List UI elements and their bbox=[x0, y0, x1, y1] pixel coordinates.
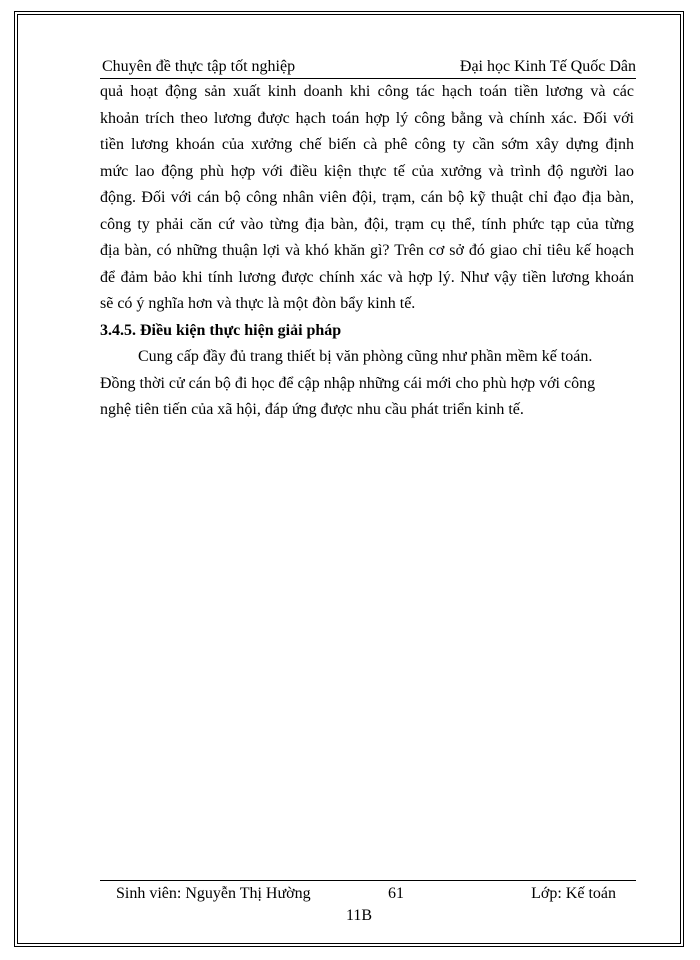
body-line: công ty phải căn cứ vào từng địa bàn, đội, trạm cụ thể, tính phức tạp của từng bbox=[100, 215, 634, 233]
footer-class-continued: 11B bbox=[346, 907, 373, 924]
document-body bbox=[100, 79, 634, 424]
footer-class: Lớp: Kế toán bbox=[531, 885, 616, 902]
body-line-last: sẽ có ý nghĩa hơn và thực là một đòn bẩy kinh tế. bbox=[100, 295, 416, 312]
body-line: Đồng thời cử cán bộ đi học để cập nhập những cái mới cho phù hợp với công bbox=[100, 374, 596, 392]
footer-student: Sinh viên: Nguyễn Thị Hường bbox=[116, 885, 311, 902]
header-title: Chuyên đề thực tập tốt nghiệp bbox=[102, 58, 296, 75]
body-line: địa bàn, có những thuận lợi và khó khăn gì? Trên cơ sở đó giao chỉ tiêu kế hoạch bbox=[100, 242, 634, 259]
body-line: động. Đối với cán bộ công nhân viên đội, trạm, cán bộ kỹ thuật chỉ đạo địa bàn, bbox=[100, 189, 634, 206]
header-university: Đại học Kinh Tế Quốc Dân bbox=[459, 58, 636, 75]
page-footer bbox=[100, 880, 636, 924]
body-line: tiền lương khoán của xưởng chế biến cà phê công ty cần sớm xây dựng định bbox=[100, 136, 634, 153]
body-line-last: nghệ tiên tiến của xã hội, đáp ứng được nhu cầu phát triển kinh tế. bbox=[100, 401, 524, 418]
section-heading: 3.4.5. Điều kiện thực hiện giải pháp bbox=[100, 321, 342, 339]
body-line: khoản trích theo lương được hạch toán hợp lý công bằng và chính xác. Đối với bbox=[100, 109, 634, 127]
body-line: để đảm bảo khi tính lương được chính xác và hợp lý. Như vậy tiền lương khoán bbox=[100, 268, 634, 286]
body-line: mức lao động phù hợp với điều kiện thực tế của xưởng và trình độ người lao bbox=[100, 162, 634, 180]
body-line-indented: Cung cấp đầy đủ trang thiết bị văn phòng cũng như phần mềm kế toán. bbox=[138, 348, 593, 365]
body-line: quả hoạt động sản xuất kinh doanh khi công tác hạch toán tiền lương và các bbox=[100, 83, 634, 100]
page-header bbox=[100, 56, 636, 79]
page-number: 61 bbox=[388, 885, 404, 902]
